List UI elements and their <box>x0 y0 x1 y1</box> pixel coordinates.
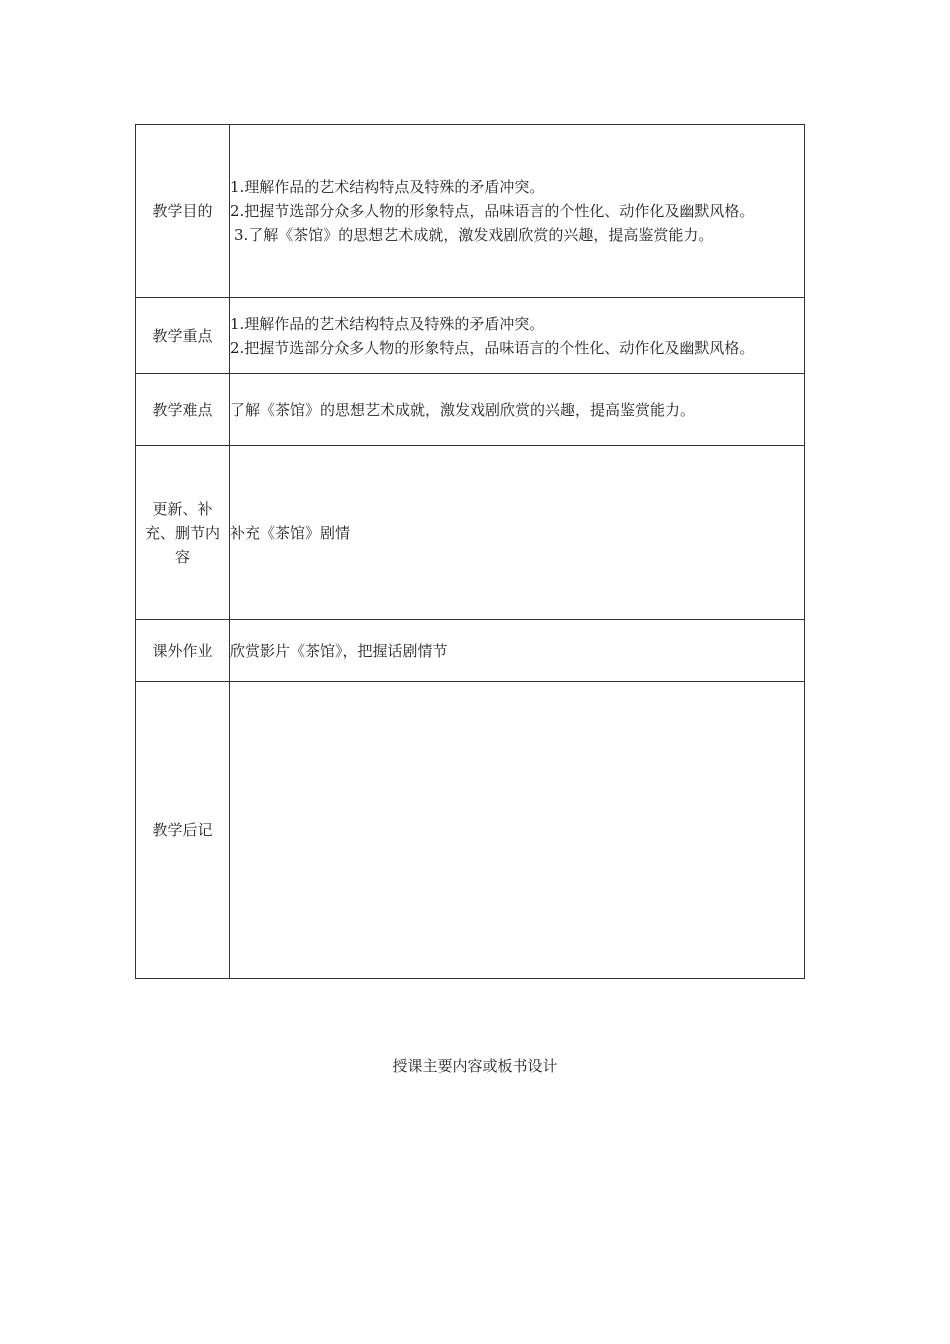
row-label: 更新、补充、删节内容 <box>136 446 230 620</box>
row-content <box>230 620 805 682</box>
row-content <box>230 374 805 446</box>
supplement-line: 补充《茶馆》剧情 <box>230 523 351 542</box>
objective-line: 3.了解《茶馆》的思想艺术成就，激发戏剧欣赏的兴趣，提高鉴赏能力。 <box>234 226 714 244</box>
table-row <box>136 125 805 298</box>
key-point-line: 1.理解作品的艺术结构特点及特殊的矛盾冲突。 <box>230 314 545 333</box>
difficulty-line: 了解《茶馆》的思想艺术成就，激发戏剧欣赏的兴趣，提高鉴赏能力。 <box>230 400 696 419</box>
table-row <box>136 374 805 446</box>
lesson-plan-table <box>135 124 805 979</box>
table-row <box>136 620 805 682</box>
objective-line: 1.理解作品的艺术结构特点及特殊的矛盾冲突。 <box>230 178 545 196</box>
row-label: 教学难点 <box>136 374 230 446</box>
row-content <box>230 125 805 298</box>
row-label: 教学目的 <box>136 125 230 298</box>
board-design-title: 授课主要内容或板书设计 <box>392 1057 558 1075</box>
row-content <box>230 298 805 374</box>
row-label: 课外作业 <box>136 620 230 682</box>
row-label: 教学后记 <box>136 682 230 979</box>
row-content <box>230 446 805 620</box>
table-row <box>136 682 805 979</box>
table-row <box>136 446 805 620</box>
row-content-empty <box>230 682 805 979</box>
table-row <box>136 298 805 374</box>
objective-line: 2.把握节选部分众多人物的形象特点，品味语言的个性化、动作化及幽默风格。 <box>230 202 755 220</box>
homework-line: 欣赏影片《茶馆》，把握话剧情节 <box>230 641 448 660</box>
row-label: 教学重点 <box>136 298 230 374</box>
key-point-line: 2.把握节选部分众多人物的形象特点，品味语言的个性化、动作化及幽默风格。 <box>230 338 755 357</box>
